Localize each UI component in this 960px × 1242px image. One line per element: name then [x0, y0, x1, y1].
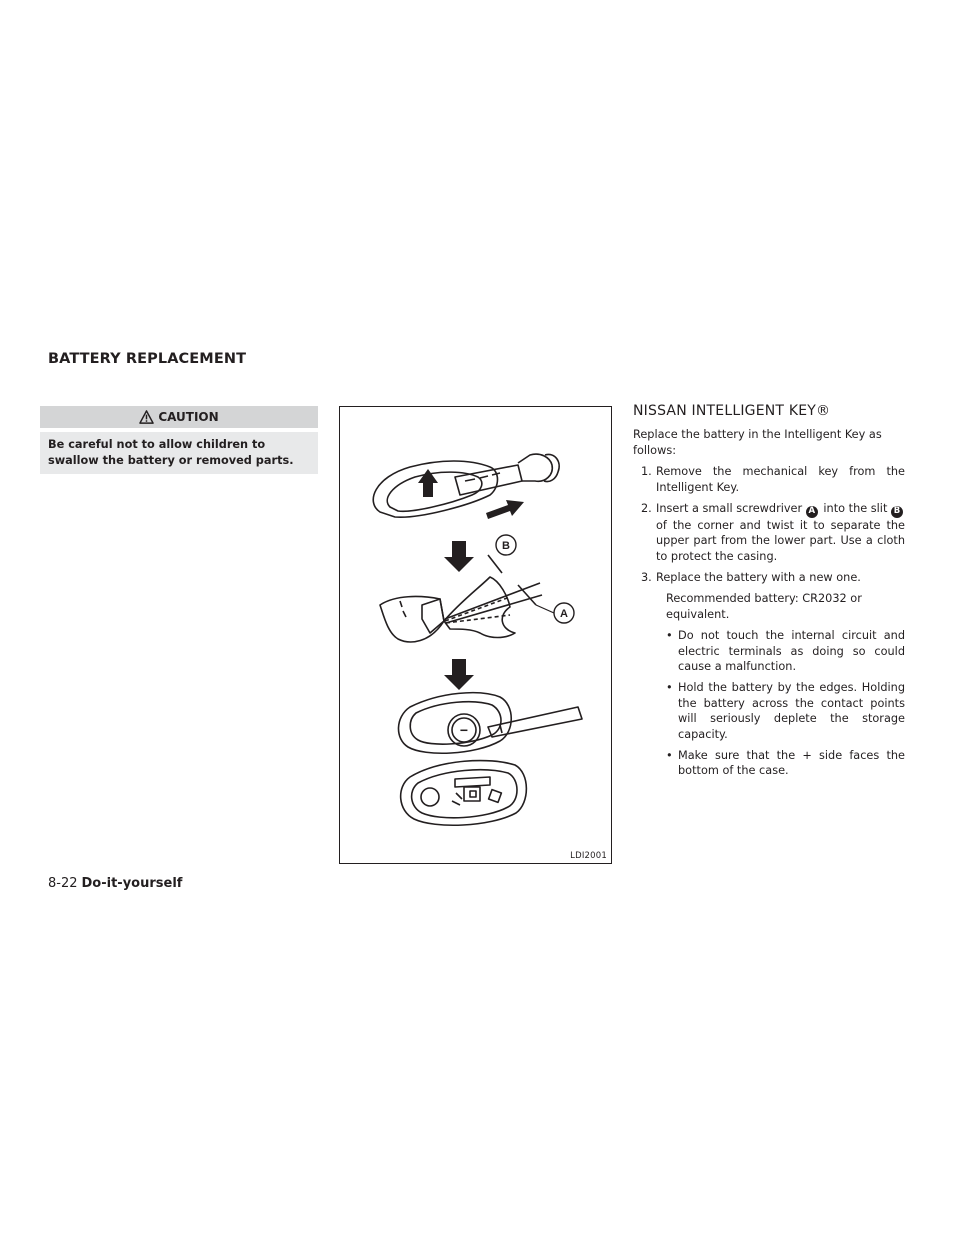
caution-text: Be careful not to allow children to swallow the battery or removed parts.	[40, 432, 318, 474]
page-number: 8-22	[48, 876, 78, 891]
step-number: 3.	[641, 570, 652, 584]
bullet-dot: •	[666, 749, 673, 763]
bullet-item	[633, 748, 905, 779]
bullet-text: Make sure that the + side faces the bottom of the case.	[678, 749, 905, 778]
step-1	[633, 464, 905, 495]
bullet-text: Hold the battery by the edges. Holding the battery across the contact points will seriously deplete the storage capacity.	[678, 681, 905, 741]
page-footer	[48, 876, 182, 891]
bullet-text: Do not touch the internal circuit and electric terminals as doing so could cause a malfunction.	[678, 629, 905, 673]
figure-code: LDI2001	[570, 851, 607, 861]
bullet-item	[633, 628, 905, 674]
step-number: 2.	[641, 502, 652, 516]
callout-a: A	[560, 608, 568, 620]
caution-heading: CAUTION	[158, 410, 219, 424]
step-text: of the corner and twist it to separate the upper part from the lower part. Use a cloth to protect the casing.	[656, 518, 905, 563]
bullet-dot: •	[666, 681, 673, 695]
key-illustration	[340, 407, 611, 863]
caution-box	[40, 406, 318, 474]
bullet-item	[633, 680, 905, 742]
step-number: 1.	[641, 465, 652, 479]
intro-text: Replace the battery in the Intelligent Key as follows:	[633, 428, 882, 457]
subsection-heading: NISSAN INTELLIGENT KEY®	[633, 403, 831, 419]
step-text: Remove the mechanical key from the Intelligent Key.	[656, 465, 905, 494]
recommended-battery: Recommended battery: CR2032 or equivalent.	[666, 592, 862, 621]
battery-minus-sign: −	[459, 722, 469, 738]
callout-b: B	[502, 540, 510, 552]
step-text: Replace the battery with a new one.	[656, 570, 861, 584]
step-text: Insert a small screwdriver	[656, 502, 803, 516]
section-title: BATTERY REPLACEMENT	[48, 351, 247, 367]
step-text: into the slit	[823, 502, 888, 516]
battery-replacement-figure	[339, 406, 612, 864]
step-2	[633, 501, 905, 564]
callout-a-inline: A	[806, 506, 818, 518]
chapter-title: Do-it-yourself	[81, 876, 183, 891]
caution-header	[40, 406, 318, 428]
bullet-dot: •	[666, 629, 673, 643]
step-3	[633, 570, 905, 585]
instructions-column	[633, 404, 905, 785]
warning-icon	[139, 410, 154, 424]
callout-b-inline: B	[891, 506, 903, 518]
